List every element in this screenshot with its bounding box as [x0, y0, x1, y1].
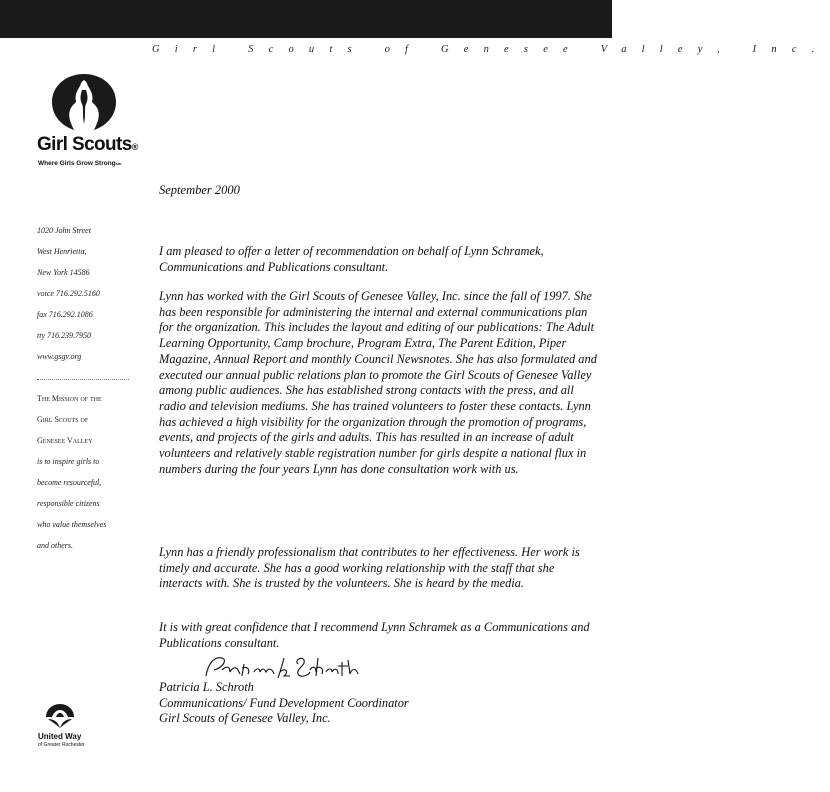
brand-tagline-text: Where Girls Grow Strong	[38, 160, 116, 167]
brand-tagline	[38, 160, 121, 167]
website-link[interactable]: www.gsgv.org	[37, 352, 82, 361]
mission-line-7: who value themselves	[37, 520, 107, 529]
letterhead-organization: Girl Scouts of Genesee Valley, Inc.	[152, 44, 830, 55]
letter-date: September 2000	[159, 183, 240, 197]
united-way-name: United Way	[38, 732, 82, 741]
sidebar-divider	[37, 379, 129, 380]
united-way-hand-icon	[44, 702, 76, 730]
paragraph-experience: Lynn has worked with the Girl Scouts of Genesee Valley, Inc. since the fall of 1997. She has been responsible for administering the internal and external communications plan for the organization. This includes the layout and editing of our publications: The Adult Learning Opportunity, Camp brochure, Program Extra, The Parent Edition, Piper Magazine, Annual Report and monthly Council Newsnotes. She has also formulated and executed our annual public relations plan to promote the Girl Scouts of Genesee Valley among public audiences. She has established strong contacts with the press, and all radio and television mediums. She has trained volunteers to foster these contacts. Lynn has achieved a high visibility for the organization through the promotion of programs, events, and projects of the girls and adults. This has resulted in an increase of adult volunteers and relatively stable registration number for girls despite a national flux in numbers during the four years Lynn has done consultation work with us.	[159, 289, 597, 476]
address-state-zip: New York 14586	[37, 268, 90, 277]
service-mark: sm	[115, 161, 122, 166]
fax-number: fax 716.292.1086	[37, 310, 93, 319]
handwritten-signature	[200, 650, 370, 684]
top-banner	[0, 0, 612, 38]
mission-line-6: responsible citizens	[37, 499, 100, 508]
paragraph-professionalism: Lynn has a friendly professionalism that contributes to her effectiveness. Her work is timely and accurate. She has a good working relationship with the staff that she interacts with. She is trusted by the volunteers. She is heard by the media.	[159, 545, 580, 591]
sidebar-contact	[37, 226, 137, 562]
signature-block	[159, 680, 539, 727]
mission-line-3: Genesee Valley	[37, 436, 93, 445]
trefoil-profiles-icon	[44, 72, 124, 132]
mission-line-1: The Mission of the	[37, 394, 102, 403]
signer-title: Communications/ Fund Development Coordinator	[159, 695, 409, 710]
brand-name	[37, 134, 138, 156]
registered-mark: ®	[131, 142, 138, 152]
mission-line-5: become resourceful,	[37, 478, 102, 487]
signer-name: Patricia L. Schroth	[159, 680, 254, 694]
mission-line-4: is to inspire girls to	[37, 457, 100, 466]
brand-name-text: Girl Scouts	[37, 134, 132, 155]
mission-line-8: and others.	[37, 541, 73, 550]
address-city: West Henrietta,	[37, 247, 87, 256]
mission-line-2: Girl Scouts of	[37, 415, 89, 424]
signer-organization: Girl Scouts of Genesee Valley, Inc.	[159, 711, 331, 726]
paragraph-closing: It is with great confidence that I recommend Lynn Schramek as a Communications and Publications consultant.	[159, 620, 590, 650]
address-street: 1020 John Street	[37, 226, 91, 235]
united-way-subtitle: of Greater Rochester	[38, 742, 85, 748]
tty-number: tty 716.239.7950	[37, 331, 91, 340]
voice-phone: voice 716.292.5160	[37, 289, 100, 298]
paragraph-intro: I am pleased to offer a letter of recommendation on behalf of Lynn Schramek, Communications and Publications consultant.	[159, 244, 544, 274]
